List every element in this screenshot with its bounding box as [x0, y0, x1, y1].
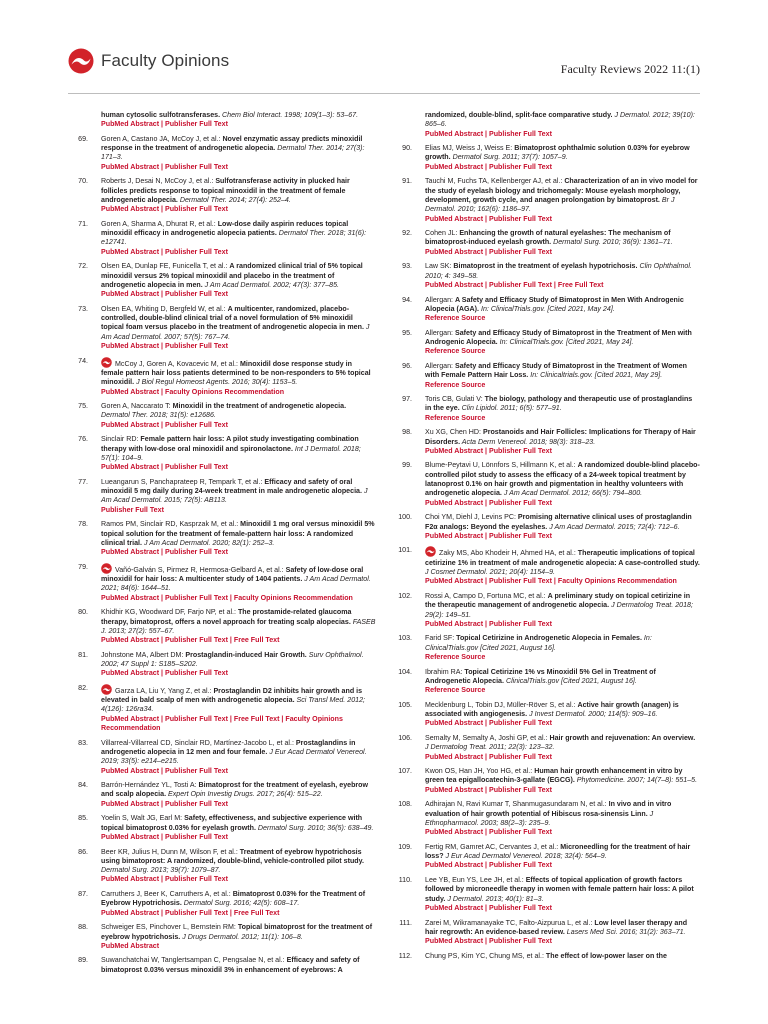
reference-title: A multicenter, randomized, placebo-controlled, double-blind clinical trial of a novel formulation of 5% minoxidil topical foam versus placebo in the treatment of androgenetic alopecia in men.: [101, 304, 364, 332]
reference-number: 71.: [78, 219, 88, 228]
reference-number: 110.: [398, 876, 412, 885]
reference-source: Surv Ophthalmol. 2002; 47 Suppl 1: S185–S202.: [101, 650, 364, 668]
reference-authors: Goren A, Sharma A, Dhurat R, et al.:: [101, 219, 218, 228]
reference-item: [68, 739, 376, 776]
reference-title: Human hair growth enhancement in vitro by green tea epigallocatechin-3-gallate (EGCG).: [425, 767, 683, 785]
reference-title: Therapeutic implications of topical cetirizine 1% in treatment of male androgenetic alopecia: A case-controlled study.: [425, 549, 700, 567]
reference-item: [68, 890, 376, 918]
reference-title: Novel enzymatic assay predicts minoxidil response in the treatment of androgenetic alopecia.: [101, 134, 363, 153]
reference-item: [68, 357, 376, 397]
reference-links[interactable]: Reference Source: [425, 653, 486, 661]
reference-number: 107.: [398, 767, 412, 776]
reference-source: J Dermatol. 2012; 39(10): 865–6.: [425, 111, 695, 129]
reference-source: Dermatol Ther. 2018; 31(5): e12686.: [101, 411, 216, 420]
reference-links[interactable]: PubMed Abstract | Publisher Full Text: [425, 247, 552, 256]
reference-item: [392, 513, 700, 541]
reference-source: J Am Acad Dermatol. 2015; 72(4): 712–6.: [547, 522, 680, 531]
reference-number: 90.: [402, 144, 412, 153]
reference-links[interactable]: PubMed Abstract | Publisher Full Text | Free Full Text: [425, 280, 604, 289]
reference-number: 98.: [402, 428, 412, 437]
reference-item: [392, 668, 700, 696]
reference-number: 94.: [402, 295, 412, 304]
reference-number: 88.: [78, 923, 88, 932]
reference-item: [392, 592, 700, 629]
reference-authors: Olsen EA, Dunlap FE, Funicella T, et al.:: [101, 262, 230, 271]
reference-links[interactable]: PubMed Abstract | Publisher Full Text: [425, 752, 552, 761]
reference-item: [392, 262, 700, 290]
reference-links[interactable]: PubMed Abstract | Publisher Full Text | Faculty Opinions Recommendation: [101, 593, 353, 602]
reference-item: [68, 608, 376, 645]
reference-number: 111.: [399, 918, 412, 927]
reference-column-right: [392, 111, 700, 966]
reference-title: Characterization of an in vivo model for the study of eyelash biology and trichomegaly: Mouse eyelash morphology, development, growth cycle, and anagen prolongation by bimatoprost.: [425, 177, 698, 204]
reference-item: [68, 781, 376, 809]
reference-number: 74.: [78, 356, 88, 365]
reference-authors: Tauchi M, Fuchs TA, Kellenberger AJ, et al.:: [425, 177, 565, 186]
reference-source: Clin Ophthalmol. 2010; 4: 349–58.: [425, 262, 692, 280]
reference-column-left: [68, 111, 376, 980]
reference-item: [392, 296, 700, 324]
reference-links[interactable]: PubMed Abstract | Publisher Full Text: [425, 861, 552, 870]
reference-title: Effects of topical application of growth factors followed by microneedle therapy in women with female pattern hair loss: A pilot study.: [425, 876, 694, 903]
faculty-opinions-recommendation-icon: [101, 684, 112, 695]
reference-links[interactable]: PubMed Abstract | Publisher Full Text: [101, 832, 228, 841]
reference-item: [68, 563, 376, 603]
reference-title: Bimatoprost in the treatment of eyelash hypotrichosis.: [453, 262, 638, 271]
reference-title: The biology, pathology and therapeutic use of prostaglandins in the eye.: [425, 395, 693, 413]
reference-title: Low-dose daily aspirin reduces topical minoxidil efficacy in androgenetic alopecia patients.: [101, 219, 349, 238]
reference-authors: Fertig RM, Gamret AC, Cervantes J, et al.:: [425, 842, 561, 851]
reference-links[interactable]: PubMed Abstract | Publisher Full Text: [101, 162, 228, 171]
reference-title: Efficacy and safety of bimatoprost 0.03% versus minoxidil 3% in enhancement of eyebrows: A: [101, 956, 360, 974]
reference-number: 82.: [78, 683, 88, 692]
reference-source: ClinicalTrials.gov [Cited 2021, August 16].: [503, 676, 637, 685]
reference-number: 72.: [78, 262, 88, 271]
reference-authors: Garza LA, Liu Y, Yang Z, et al.:: [115, 686, 214, 695]
reference-authors: Blume-Peytavi U, Lönnfors S, Hillmann K, et al.:: [425, 461, 578, 470]
reference-links[interactable]: PubMed Abstract | Publisher Full Text: [425, 719, 552, 728]
reference-number: 91.: [402, 177, 412, 186]
reference-title: Promising alternative clinical uses of prostaglandin F2α analogs: Beyond the eyelashes.: [425, 513, 692, 531]
reference-number: 77.: [78, 477, 88, 486]
reference-title: A preliminary study on topical cetirizine in the therapeutic management of androgenetic alopecia.: [425, 591, 691, 610]
reference-source: Chem Biol Interact. 1998; 109(1–3): 53–67.: [220, 111, 359, 119]
reference-authors: Zarei M, Wikramanayake TC, Falto-Aizpurua L, et al.:: [425, 918, 595, 927]
reference-source: Expert Opin Investig Drugs. 2017; 26(4): 515–22.: [166, 790, 323, 799]
reference-source: J Am Acad Dermatol. 2020; 82(1): 252–3.: [142, 538, 275, 547]
reference-item: [68, 402, 376, 430]
reference-source: J Am Acad Dermatol. 2007; 57(5): 767–74.: [101, 323, 370, 341]
reference-title: Bimatoprost 0.03% for the Treatment of Eyebrow Hypotrichosis.: [101, 890, 366, 908]
reference-links[interactable]: PubMed Abstract | Publisher Full Text: [425, 214, 552, 223]
reference-number: 83.: [78, 738, 88, 747]
reference-item: [68, 220, 376, 257]
reference-title: The prostamide-related glaucoma therapy, bimatoprost, offers a novel approach for treating scalp alopecias.: [101, 608, 352, 626]
reference-links[interactable]: PubMed Abstract | Publisher Full Text: [425, 498, 552, 507]
reference-title: Efficacy and safety of oral minoxidil 5 mg daily during 24-week treatment in male androgenetic alopecia.: [101, 477, 362, 496]
reference-item: [68, 848, 376, 885]
reference-source: Acta Derm Venereol. 2018; 98(3): 318–23.: [460, 437, 596, 446]
reference-source: J Dermatolog Treat. 2018; 29(2): 149–51.: [425, 601, 693, 619]
reference-source: Dermatol Surg. 2016; 42(5): 608–17.: [181, 899, 300, 908]
reference-item: [392, 701, 700, 729]
reference-item: [392, 952, 700, 961]
reference-source: Int J Dermatol. 2018; 57(1): 104–9.: [101, 444, 361, 462]
reference-item: [68, 478, 376, 515]
faculty-opinions-recommendation-icon: [101, 357, 112, 368]
reference-source: Dermatol Ther. 2018; 31(6): e12741.: [101, 229, 367, 247]
reference-item: [392, 329, 700, 357]
reference-links[interactable]: PubMed Abstract | Publisher Full Text: [101, 669, 228, 678]
reference-links[interactable]: PubMed Abstract | Publisher Full Text | Free Full Text: [101, 908, 280, 917]
reference-item: [392, 229, 700, 257]
reference-links[interactable]: PubMed Abstract | Publisher Full Text: [101, 120, 228, 129]
reference-source: J Ethnopharmacol. 2003; 88(2–3): 235–9.: [425, 809, 654, 827]
reference-source: Dermatol Surg. 2013; 39(7): 1079–87.: [101, 866, 221, 875]
reference-links[interactable]: PubMed Abstract | Publisher Full Text: [425, 619, 552, 628]
reference-authors: Roberts J, Desai N, McCoy J, et al.:: [101, 177, 216, 186]
reference-authors: Lee YB, Eun YS, Lee JH, et al.:: [425, 876, 526, 885]
reference-authors: Elias MJ, Weiss J, Weiss E:: [425, 144, 515, 153]
faculty-opinions-logo-icon: [68, 48, 94, 74]
reference-number: 102.: [398, 591, 412, 600]
reference-authors: Farid SF:: [425, 634, 457, 643]
reference-title: The effect of low-power laser on the: [545, 951, 667, 960]
reference-title: Minoxidil 1 mg oral versus minoxidil 5% topical solution for the treatment of female-pattern hair loss: A randomized clinical trial.: [101, 520, 375, 547]
reference-title: Female pattern hair loss: A pilot study investigating combination therapy with low-dose oral minoxidil and spironolactone.: [101, 435, 359, 453]
reference-number: 81.: [78, 650, 88, 659]
reference-source: Br J Dermatol. 2010; 162(6): 1186–97.: [425, 195, 675, 214]
reference-links[interactable]: PubMed Abstract | Publisher Full Text: [425, 129, 552, 138]
reference-source: Dermatol Surg. 2010; 36(5): 638–49.: [255, 823, 374, 832]
reference-links[interactable]: Reference Source: [425, 686, 486, 695]
reference-item: [392, 362, 700, 390]
reference-title: A randomized clinical trial of 5% topical minoxidil versus 2% topical minoxidil and placebo in the treatment of androgenetic alopecia in men.: [101, 262, 363, 289]
reference-authors: Beer KR, Julius H, Dunn M, Wilson F, et al.:: [101, 847, 240, 856]
reference-title: Safety and Efficacy Study of Bimatoprost in the Treatment of Women with Female Pattern Hair Loss.: [425, 361, 687, 380]
reference-links[interactable]: PubMed Abstract | Publisher Full Text: [425, 162, 552, 171]
reference-authors: Adhirajan N, Ravi Kumar T, Shanmugasundaram N, et al.:: [425, 800, 609, 809]
reference-number: 85.: [78, 814, 88, 823]
reference-source: Sci Transl Med. 2012; 4(126): 126ra34.: [101, 696, 366, 714]
reference-title: Active hair growth (anagen) is associated with angiogenesis.: [425, 700, 679, 719]
reference-authors: Allergan:: [425, 361, 455, 370]
reference-authors: Goren A, Castano JA, McCoy J, et al.:: [101, 134, 223, 143]
reference-source: J Cosmet Dermatol. 2021; 20(4): 1154–9.: [425, 568, 555, 577]
reference-item: [392, 843, 700, 871]
reference-number: 89.: [78, 956, 88, 965]
reference-number: 87.: [78, 890, 88, 899]
reference-item: [68, 262, 376, 299]
reference-source: J Biol Regul Homeost Agents. 2016; 30(4): 1153–5.: [134, 378, 298, 387]
reference-authors: Goren A, Naccarato T:: [101, 402, 173, 411]
reference-title: Bimatoprost ophthalmic solution 0.03% for eyebrow growth.: [425, 144, 690, 162]
reference-number: 95.: [402, 328, 412, 337]
reference-item: [392, 461, 700, 507]
reference-item: [392, 144, 700, 172]
reference-source: Clin Lipidol. 2011; 6(5): 577–91.: [459, 404, 562, 413]
reference-links[interactable]: PubMed Abstract | Publisher Full Text: [101, 463, 228, 472]
reference-source: Dermatol Ther. 2014; 27(3): 171–3.: [101, 144, 365, 162]
reference-authors: Chung PS, Kim YC, Chung MS, et al.:: [425, 951, 546, 960]
faculty-opinions-recommendation-icon: [425, 546, 436, 557]
reference-title: Safety and Efficacy Study of Bimatoprost in the Treatment of Men with Androgenic Alopecia.: [425, 328, 692, 347]
reference-authors: Villarreal-Villarreal CD, Sinclair RD, Martínez-Jacobo L, et al.:: [101, 738, 296, 747]
reference-title: Low level laser therapy and hair regrowth: An evidence-based review.: [425, 918, 688, 936]
reference-number: 104.: [398, 667, 412, 676]
reference-item: [392, 876, 700, 913]
reference-authors: Schweiger ES, Pinchover L, Bernstein RM:: [101, 923, 238, 932]
reference-title: Prostaglandin-induced Hair Growth.: [185, 650, 307, 659]
reference-links[interactable]: PubMed Abstract | Publisher Full Text: [101, 247, 228, 256]
reference-source: In: Clinicaltrials.gov. [Cited 2021, May 29].: [528, 371, 663, 380]
reference-authors: Choi YM, Diehl J, Levins PC:: [425, 513, 518, 522]
reference-source: J Am Acad Dermatol. 2012; 66(5): 794–800.: [501, 489, 643, 498]
page-header: [0, 0, 768, 95]
reference-source: Dermatol Ther. 2014; 27(4): 252–4.: [177, 195, 291, 204]
reference-source: Dermatol Surg. 2010; 36(9): 1361–71.: [551, 238, 673, 247]
reference-authors: Johnstone MA, Albert DM:: [101, 650, 186, 659]
reference-item: [68, 651, 376, 679]
reference-item: [392, 734, 700, 762]
reference-title: Prostaglandins in androgenetic alopecia in 12 men and four female.: [101, 738, 356, 756]
reference-authors: Mecklenburg L, Tobin DJ, Müller-Röver S, et al.:: [425, 700, 578, 709]
reference-links[interactable]: PubMed Abstract | Publisher Full Text: [425, 446, 552, 455]
reference-authors: Rossi A, Campo D, Fortuna MC, et al.:: [425, 591, 548, 600]
reference-title: Safety of low-dose oral minoxidil for hair loss: A multicenter study of 1404 patients.: [101, 565, 364, 584]
reference-source: In: ClinicalTrials.gov. [Cited 2021, May 24].: [479, 304, 615, 313]
reference-source: In: ClinicalTrials.gov. [Cited 2021, May 24].: [497, 338, 634, 347]
logo-text: Faculty Opinions: [101, 51, 230, 70]
reference-source: J Dermatol. 2013; 40(1): 81–3.: [445, 894, 544, 903]
reference-title: Sulfotransferase activity in plucked hair follicles predicts response to topical minoxidil in the treatment of female androgenetic alopecia.: [101, 177, 350, 204]
reference-item: [68, 135, 376, 172]
faculty-opinions-recommendation-icon: [101, 563, 112, 574]
reference-authors: Semalty M, Semalty A, Joshi GP, et al.:: [425, 733, 550, 742]
reference-authors: McCoy J, Goren A, Kovacevic M, et al.:: [115, 359, 240, 368]
reference-item: [392, 634, 700, 662]
reference-links[interactable]: PubMed Abstract | Publisher Full Text: [101, 420, 228, 429]
reference-authors: Zaky MS, Abo Khodeir H, Ahmed HA, et al.:: [439, 549, 578, 558]
reference-number: 99.: [402, 461, 412, 470]
reference-title: In vivo and in vitro evaluation of hair growth potential of Hibiscus rosa-sinensis Linn.: [425, 800, 672, 818]
reference-number: 112.: [398, 951, 412, 960]
reference-authors: Law SK:: [425, 262, 454, 271]
reference-number: 79.: [78, 562, 88, 571]
reference-links[interactable]: PubMed Abstract | Faculty Opinions Recommendation: [101, 387, 285, 396]
reference-authors: Lueangarun S, Panchaprateep R, Tempark T, et al.:: [101, 477, 265, 486]
reference-item: [68, 956, 376, 975]
reference-authors: Vañó-Galván S, Pirmez R, Hermosa-Gelbard A, et al.:: [115, 565, 286, 574]
faculty-opinions-logo[interactable]: [68, 48, 229, 74]
reference-number: 84.: [78, 781, 88, 790]
reference-item: [68, 520, 376, 557]
reference-title: Minoxidil dose response study in female pattern hair loss patients determined to be non-responders to 5% topical minoxidil.: [101, 359, 371, 387]
reference-number: 96.: [402, 361, 412, 370]
reference-source: J Am Acad Dermatol. 2015; 72(5): AB113.: [101, 487, 368, 505]
reference-authors: Ramos PM, Sinclair RD, Kasprzak M, et al.:: [101, 520, 241, 529]
reference-item: [68, 684, 376, 733]
reference-links[interactable]: PubMed Abstract: [101, 941, 160, 950]
reference-source: Dermatol Surg. 2011; 37(7): 1057–9.: [450, 153, 568, 162]
reference-number: 103.: [398, 634, 412, 643]
reference-links[interactable]: PubMed Abstract | Publisher Full Text: [101, 548, 228, 557]
reference-authors: Cohen JL:: [425, 229, 460, 238]
reference-number: 70.: [78, 177, 88, 186]
reference-authors: Sinclair RD:: [101, 435, 141, 444]
reference-title: A Safety and Efficacy Study of Bimatoprost in Men With Androgenic Alopecia (AGA).: [425, 295, 684, 313]
reference-number: 108.: [398, 800, 412, 809]
reference-links[interactable]: Reference Source: [425, 347, 486, 356]
reference-title: Hair growth and rejuvenation: An overview.: [549, 733, 696, 742]
reference-links[interactable]: Publisher Full Text: [101, 505, 164, 514]
reference-authors: Yoelin S, Walt JG, Earl M:: [101, 814, 185, 823]
reference-title: Topical Cetirizine 1% vs Minoxidil 5% Gel in Treatment of Androgenetic Alopecia.: [425, 667, 656, 685]
reference-item: [392, 546, 700, 586]
reference-number: 80.: [78, 608, 88, 617]
reference-item: [392, 395, 700, 423]
reference-links[interactable]: PubMed Abstract | Publisher Full Text: [101, 205, 228, 214]
reference-item: [392, 177, 700, 223]
reference-links[interactable]: PubMed Abstract | Publisher Full Text: [425, 828, 552, 837]
reference-source: J Am Acad Dermatol. 2002; 47(3): 377–85.: [202, 280, 340, 289]
reference-links[interactable]: PubMed Abstract | Publisher Full Text | Free Full Text | Faculty Opinions Recommendation: [101, 714, 343, 733]
reference-title: Prostanoids and Hair Follicles: Implications for Therapy of Hair Disorders.: [425, 428, 696, 446]
reference-source: Phytomedicine. 2007; 14(7–8): 551–5.: [574, 776, 698, 785]
reference-title: randomized, double-blind, split-face comparative study.: [425, 111, 613, 119]
reference-number: 106.: [398, 733, 412, 742]
reference-item: [68, 177, 376, 214]
reference-links[interactable]: PubMed Abstract | Publisher Full Text: [101, 875, 228, 884]
reference-number: 101.: [398, 546, 412, 555]
reference-title: Microneedling for the treatment of hair loss?: [425, 842, 691, 861]
reference-number: 92.: [402, 229, 412, 238]
reference-item: [392, 428, 700, 456]
reference-source: Lasers Med Sci. 2016; 31(2): 363–71.: [564, 927, 686, 936]
reference-links[interactable]: PubMed Abstract | Publisher Full Text: [101, 766, 228, 775]
reference-authors: Suwanchatchai W, Tanglertsampan C, Pengsalae N, et al.:: [101, 956, 287, 965]
reference-source: J Dermatolog Treat. 2011; 22(3): 123–32.: [425, 743, 555, 752]
reference-links[interactable]: PubMed Abstract | Publisher Full Text: [101, 290, 228, 299]
reference-number: 109.: [398, 842, 412, 851]
reference-links[interactable]: PubMed Abstract | Publisher Full Text: [425, 937, 552, 946]
reference-title: Prostaglandin D2 inhibits hair growth and is elevated in bald scalp of men with androgenetic alopecia.: [101, 686, 363, 705]
reference-links[interactable]: PubMed Abstract | Publisher Full Text: [101, 799, 228, 808]
reference-authors: Allergan:: [425, 328, 455, 337]
reference-number: 86.: [78, 847, 88, 856]
reference-number: 73.: [78, 304, 88, 313]
reference-title: Topical Cetirizine in Androgenetic Alopecia in Females.: [456, 634, 642, 643]
reference-links[interactable]: PubMed Abstract | Publisher Full Text | Faculty Opinions Recommendation: [425, 577, 677, 586]
reference-item: [392, 800, 700, 837]
reference-number: 75.: [78, 402, 88, 411]
reference-source: J Drugs Dermatol. 2012; 11(1): 106–8.: [180, 932, 303, 941]
reference-links[interactable]: Reference Source: [425, 380, 486, 389]
journal-citation: Faculty Reviews 2022 11:(1): [560, 62, 700, 76]
reference-source: In: ClinicalTrials.gov [Cited 2021, August 16].: [425, 634, 652, 652]
reference-title: Treatment of eyebrow hypotrichosis using bimatoprost: A randomized, double-blind, vehicle-controlled pilot study.: [101, 847, 364, 865]
reference-item: [68, 305, 376, 351]
reference-item: [68, 814, 376, 842]
reference-authors: Barrón-Hernández YL, Tosti A:: [101, 781, 199, 790]
reference-item: [68, 435, 376, 472]
reference-authors: Olsen EA, Whiting D, Bergfeld W, et al.:: [101, 304, 228, 313]
reference-title: Topical bimatoprost for the treatment of eyebrow hypotrichosis.: [101, 923, 373, 941]
reference-links[interactable]: PubMed Abstract | Publisher Full Text | Free Full Text: [101, 636, 280, 645]
reference-source: J Eur Acad Dermatol Venereol. 2019; 33(5): e214–e215.: [101, 747, 367, 766]
reference-number: 93.: [402, 262, 412, 271]
reference-authors: Kwon OS, Han JH, Yoo HG, et al.:: [425, 767, 535, 776]
reference-item: [392, 111, 700, 139]
reference-authors: Khidhir KG, Woodward DF, Farjo NP, et al.:: [101, 608, 238, 617]
reference-title: Enhancing the growth of natural eyelashes: The mechanism of bimatoprost-induced eyelash growth.: [425, 229, 671, 247]
reference-source: FASEB J. 2013; 27(2): 557–67.: [101, 617, 376, 635]
reference-number: 100.: [398, 513, 412, 522]
reference-title: Bimatoprost for the treatment of eyelash, eyebrow and scalp alopecia.: [101, 781, 369, 799]
reference-number: 97.: [402, 395, 412, 404]
reference-links[interactable]: PubMed Abstract | Publisher Full Text: [425, 785, 552, 794]
reference-links[interactable]: Reference Source: [425, 314, 486, 323]
reference-source: J Invest Dermatol. 2000; 114(5): 909–16.: [527, 710, 658, 719]
reference-source: J Eur Acad Dermatol Venereol. 2018; 32(4): 564–9.: [443, 852, 607, 861]
reference-item: [392, 767, 700, 795]
reference-number: 76.: [78, 435, 88, 444]
reference-authors: Xu XG, Chen HD:: [425, 428, 483, 437]
reference-title: human cytosolic sulfotransferases.: [101, 111, 221, 119]
reference-links[interactable]: PubMed Abstract | Publisher Full Text: [101, 342, 228, 351]
reference-number: 69.: [78, 134, 88, 143]
reference-item: [392, 919, 700, 947]
reference-number: 105.: [398, 700, 412, 709]
reference-number: 78.: [78, 520, 88, 529]
reference-authors: Toris CB, Gulati V:: [425, 395, 485, 404]
header-divider: [68, 93, 700, 94]
reference-item: [68, 111, 376, 130]
reference-source: J Am Acad Dermatol. 2021; 84(6): 1644–51.: [101, 575, 371, 593]
reference-links[interactable]: PubMed Abstract | Publisher Full Text: [425, 531, 552, 540]
reference-title: A randomized double-blind placebo-controlled pilot study to assess the efficacy of a 24-week topical treatment by latanoprost 0.1% on hair growth and pigmentation in healthy volunteers with androgenetic alopecia.: [425, 461, 700, 498]
reference-authors: Allergan:: [425, 295, 455, 304]
reference-authors: Ibrahim RA:: [425, 667, 465, 676]
reference-authors: Carruthers J, Beer K, Carruthers A, et al.:: [101, 890, 233, 899]
reference-item: [68, 923, 376, 951]
reference-title: Safety, effectiveness, and subjective experience with topical bimatoprost 0.03% for eyelash growth.: [101, 814, 363, 832]
reference-links[interactable]: Reference Source: [425, 413, 486, 422]
reference-title: Minoxidil in the treatment of androgenetic alopecia.: [172, 402, 347, 411]
reference-links[interactable]: PubMed Abstract | Publisher Full Text: [425, 903, 552, 912]
